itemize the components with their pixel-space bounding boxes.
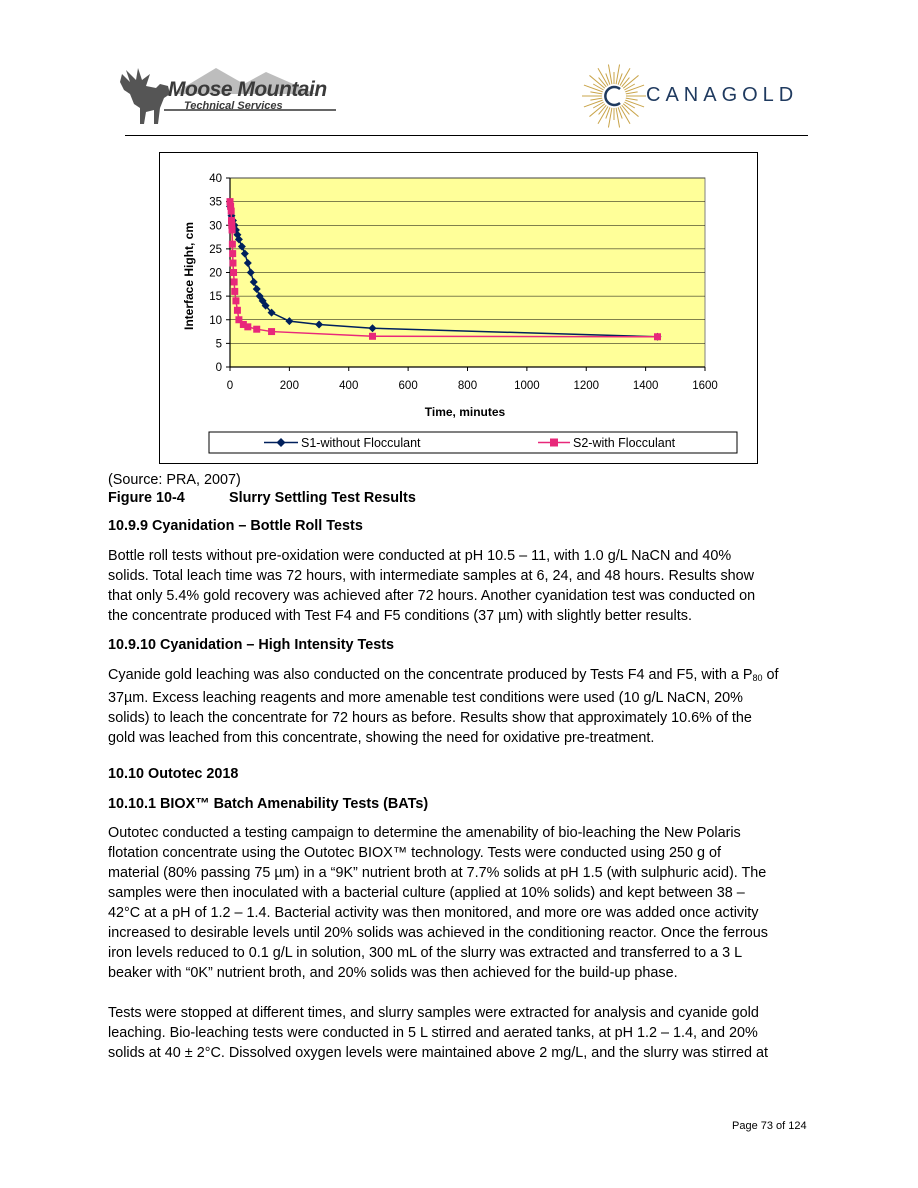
- logo-name: Moose Mountain: [168, 78, 327, 101]
- legend-label-s1: S1-without Flocculant: [301, 436, 421, 450]
- paragraph-tests: [108, 1003, 813, 1063]
- figure-source: (Source: PRA, 2007): [108, 472, 241, 488]
- data-point: [229, 260, 236, 267]
- text-line: 37µm. Excess leaching reagents and more amenable test conditions were used (10 g/L NaCN, 20%: [108, 690, 743, 706]
- text-line: flotation concentrate using the Outotec BIOX™ technology. Tests were conducted using 250 g of: [108, 845, 722, 861]
- data-point: [253, 326, 260, 333]
- data-point: [369, 333, 376, 340]
- x-tick-label: 400: [339, 380, 359, 392]
- y-tick-label: 15: [209, 291, 222, 304]
- y-tick-label: 30: [209, 220, 222, 233]
- text-line: solids. Total leach time was 72 hours, with intermediate samples at 6, 24, and 48 hours. Results show: [108, 568, 755, 584]
- x-tick-label: 1400: [632, 380, 659, 392]
- data-point: [234, 307, 241, 314]
- y-tick-label: 40: [209, 173, 222, 185]
- header-rule: [125, 135, 808, 136]
- text-line: iron levels reduced to 0.1 g/L in solution, 300 mL of the slurry was extracted and transferred to a 3 L: [108, 945, 743, 961]
- y-tick-label: 5: [215, 338, 222, 351]
- text-line: leaching. Bio-leaching tests were conducted in 5 L stirred and aerated tanks, at pH 1.2 – 1.4, and 20%: [108, 1025, 758, 1041]
- section-heading: 10.10.1 BIOX™ Batch Amenability Tests (BATs): [108, 796, 429, 812]
- y-tick-label: 25: [209, 243, 222, 256]
- data-point: [229, 241, 236, 248]
- data-point: [228, 208, 235, 215]
- text-line: Outotec conducted a testing campaign to determine the amenability of bio-leaching the New Polaris: [108, 825, 741, 841]
- legend-marker-s2: [550, 439, 558, 447]
- logo-subtitle: Technical Services: [184, 100, 283, 112]
- legend-label-s2: S2-with Flocculant: [573, 436, 676, 450]
- text-line: material (80% passing 75 µm) in a “9K” nutrient broth at 7.7% solids at pH 1.5 (with sulphuric acid). The: [108, 865, 767, 881]
- figure-number: Figure 10-4: [108, 490, 185, 506]
- text-line: increased to desirable levels until 20% solids was achieved in the conditioning reactor. Once the ferrous: [108, 925, 768, 941]
- text-line: the concentrate produced with Test F4 and F5 conditions (37 µm) with slightly better results.: [108, 608, 692, 624]
- sunburst-icon: [580, 60, 650, 132]
- x-tick-label: 1600: [692, 380, 718, 392]
- text-line: beaker with “0K” nutrient broth, and 20% solids was then achieved for the build-up phase.: [108, 965, 678, 981]
- text-line: Tests were stopped at different times, and slurry samples were extracted for analysis and cyanide gold: [108, 1005, 759, 1021]
- x-tick-label: 0: [226, 380, 234, 392]
- canagold-logo: [580, 60, 810, 132]
- data-point: [231, 288, 238, 295]
- section-heading: 10.10 Outotec 2018: [108, 766, 239, 782]
- data-point: [268, 328, 275, 335]
- figure-caption: [108, 488, 416, 508]
- x-tick-label: 600: [398, 380, 418, 392]
- data-point: [244, 323, 251, 330]
- section-heading: 10.9.10 Cyanidation – High Intensity Tests: [108, 637, 395, 653]
- page-number: Page 73 of 124: [732, 1120, 807, 1132]
- y-tick-label: 10: [209, 314, 222, 327]
- data-point: [229, 226, 236, 233]
- y-axis-label: Interface Hight, cm: [182, 221, 196, 331]
- data-point: [654, 333, 661, 340]
- y-tick-label: 35: [209, 196, 222, 209]
- figure-title: Slurry Settling Test Results: [229, 490, 416, 506]
- data-point: [231, 278, 238, 285]
- data-point: [229, 250, 236, 257]
- paragraph-high-intensity: [108, 665, 813, 748]
- text-line: 42°C at a pH of 1.2 – 1.4. Bacterial activity was then monitored, and more ore was added once activity: [108, 905, 759, 921]
- text-line: Cyanide gold leaching was also conducted on the concentrate produced by Tests F4 and F5, with a $P_{80}$ of: [108, 667, 779, 683]
- x-axis-label: Time, minutes: [424, 405, 506, 419]
- text-line: solids at 40 ± 2°C. Dissolved oxygen levels were maintained above 2 mg/L, and the slurry was stirred at: [108, 1045, 768, 1061]
- legend: [209, 432, 737, 453]
- text-line: solids) to leach the concentrate for 72 hours as before. Results show that approximately 10.6% of the: [108, 710, 752, 726]
- moose-mountain-logo: [116, 64, 346, 130]
- data-point: [230, 269, 237, 276]
- paragraph-biox: [108, 823, 813, 983]
- y-tick-label: 0: [215, 362, 222, 374]
- text-line: samples were then inoculated with a bacterial culture (applied at 10% solids) and kept between 38 –: [108, 885, 745, 901]
- text-line: that only 5.4% gold recovery was achieved after 72 hours. Another cyanidation test was conducted on: [108, 588, 756, 604]
- x-tick-label: 800: [457, 380, 478, 392]
- x-tick-label: 1000: [514, 380, 540, 392]
- paragraph-bottle-roll: [108, 546, 813, 626]
- section-heading: 10.9.9 Cyanidation – Bottle Roll Tests: [108, 518, 363, 534]
- text-line: gold was leached from this concentrate, showing the need for oxidative pre-treatment.: [108, 730, 655, 746]
- y-tick-label: 20: [209, 267, 222, 280]
- text-line: Bottle roll tests without pre-oxidation were conducted at pH 10.5 – 11, with 1.0 g/L NaCN and 40%: [108, 548, 732, 564]
- logo-name: CANAGOLD: [646, 84, 799, 106]
- settling-chart: [159, 152, 758, 464]
- chart-svg: [160, 153, 757, 463]
- x-tick-label: 1200: [573, 380, 600, 392]
- data-point: [232, 297, 239, 304]
- x-tick-label: 200: [279, 380, 299, 392]
